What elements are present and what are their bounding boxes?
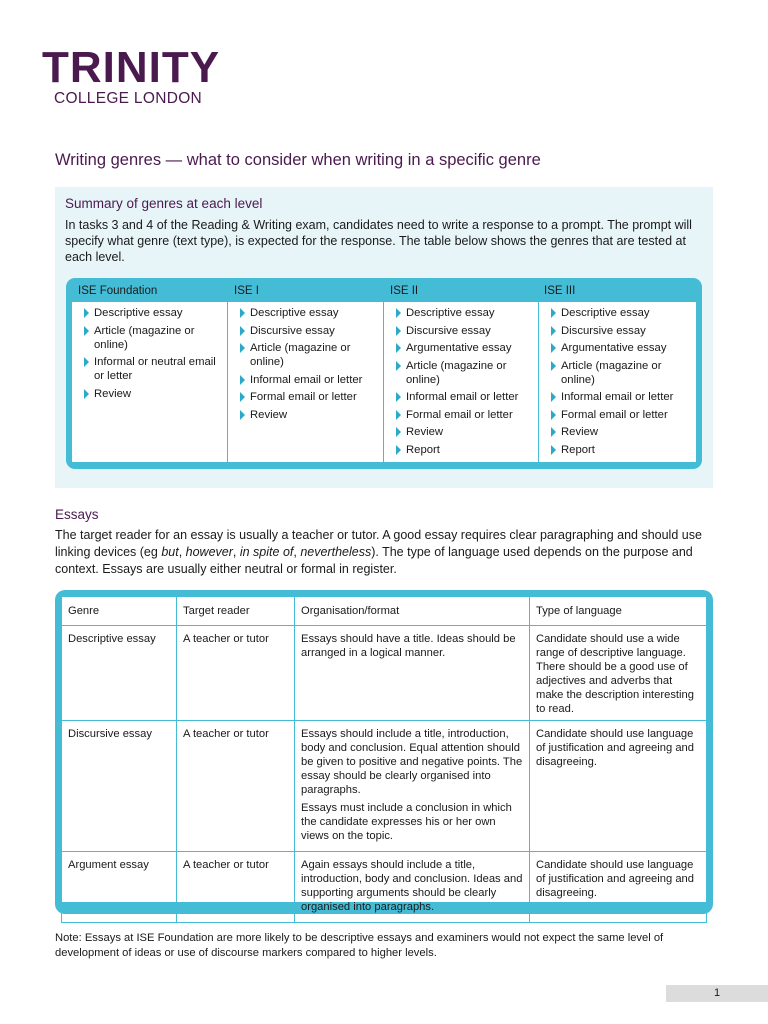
triangle-bullet-icon — [84, 308, 89, 318]
essay-table-header-row — [62, 597, 707, 626]
summary-heading: Summary of genres at each level — [65, 196, 263, 211]
essays-heading: Essays — [55, 507, 99, 522]
genre-cell: Argument essay — [62, 852, 177, 923]
genre-list-item — [551, 306, 692, 320]
triangle-bullet-icon — [551, 308, 556, 318]
genre-table-body — [72, 302, 696, 462]
intro-text: ). The type of language used depends on the purpose and context. Essays are usually either neutral or formal in register. — [55, 545, 693, 576]
triangle-bullet-icon — [551, 445, 556, 455]
genre-list-item — [551, 341, 692, 355]
triangle-bullet-icon — [396, 392, 401, 402]
genre-column-foundation — [72, 302, 228, 462]
genre-table-header — [66, 278, 702, 302]
genre-list-item — [84, 387, 223, 401]
organisation-cell — [295, 626, 530, 721]
header-target-reader: Target reader — [177, 597, 295, 626]
genre-list-item — [551, 443, 692, 457]
genre-label: Review — [406, 426, 444, 438]
triangle-bullet-icon — [396, 361, 401, 371]
genre-list-item — [240, 341, 379, 369]
genre-label: Descriptive essay — [561, 307, 650, 319]
logo-subtitle: COLLEGE LONDON — [54, 90, 203, 107]
genre-label: Article (magazine or online) — [406, 359, 507, 386]
genre-list-item — [551, 324, 692, 338]
target-reader-cell: A teacher or tutor — [177, 626, 295, 721]
header-organisation: Organisation/format — [295, 597, 530, 626]
genre-list-item — [396, 408, 534, 422]
intro-text: , — [293, 545, 301, 559]
triangle-bullet-icon — [396, 445, 401, 455]
essay-table — [55, 590, 713, 914]
genre-label: Formal email or letter — [561, 408, 668, 421]
genre-label: Review — [250, 408, 288, 421]
genre-cell: Descriptive essay — [62, 626, 177, 721]
language-cell: Candidate should use language of justification and agreeing and disagreeing. — [530, 852, 707, 923]
level-header-ise2: ISE II — [390, 285, 419, 297]
genre-label: Report — [561, 443, 595, 456]
table-row — [62, 626, 707, 721]
intro-text: , — [178, 545, 186, 559]
genre-label: Descriptive essay — [250, 307, 339, 319]
header-genre: Genre — [62, 597, 177, 626]
genre-label: Discursive essay — [406, 324, 491, 337]
genre-column-ise2 — [384, 302, 539, 462]
triangle-bullet-icon — [240, 410, 245, 420]
triangle-bullet-icon — [551, 392, 556, 402]
level-header-ise1: ISE I — [234, 285, 259, 297]
target-reader-cell: A teacher or tutor — [177, 852, 295, 923]
organisation-cell — [295, 852, 530, 923]
summary-intro: In tasks 3 and 4 of the Reading & Writing exam, candidates need to write a response to a prompt. The prompt will specify what genre (text type), is expected for the response. The table below shows the genres that are tested at each level. — [65, 218, 692, 264]
triangle-bullet-icon — [396, 427, 401, 437]
footnote: Note: Essays at ISE Foundation are more likely to be descriptive essays and examiners would not expect the same level of development of ideas or use of discourse markers compared to higher levels. — [55, 932, 664, 959]
genre-label: Review — [561, 426, 599, 438]
page-title: Writing genres — what to consider when writing in a specific genre — [55, 151, 541, 169]
genre-list-item — [396, 341, 534, 355]
triangle-bullet-icon — [84, 326, 89, 336]
genre-list-item — [240, 373, 379, 387]
triangle-bullet-icon — [240, 343, 245, 353]
genre-label: Discursive essay — [561, 324, 646, 337]
table-row — [62, 852, 707, 923]
triangle-bullet-icon — [240, 308, 245, 318]
organisation-paragraph: Essays should have a title. Ideas should be arranged in a logical manner. — [301, 633, 516, 659]
triangle-bullet-icon — [84, 357, 89, 367]
genre-label: Descriptive essay — [406, 307, 495, 319]
genre-list-item — [396, 306, 534, 320]
genre-label: Argumentative essay — [561, 342, 667, 354]
genre-label: Discursive essay — [250, 324, 335, 337]
triangle-bullet-icon — [84, 389, 89, 399]
genre-label: Informal or neutral email or letter — [94, 356, 216, 382]
genre-list-item — [396, 359, 534, 387]
genre-label: Review — [94, 387, 132, 400]
level-header-foundation: ISE Foundation — [78, 285, 158, 297]
intro-example: in spite of — [239, 545, 294, 559]
genre-label: Informal email or letter — [250, 373, 363, 386]
genre-label: Informal email or letter — [561, 391, 674, 403]
genre-list-item — [84, 324, 223, 352]
triangle-bullet-icon — [396, 410, 401, 420]
table-row — [62, 721, 707, 852]
genre-label: Article (magazine or online) — [561, 359, 662, 386]
genre-list-item — [240, 324, 379, 338]
logo-wordmark: TRINITY — [42, 43, 221, 92]
genre-list-item — [396, 443, 534, 457]
header-type-of-language: Type of language — [530, 597, 707, 626]
intro-example: however — [185, 545, 233, 559]
genre-list-item — [240, 408, 379, 422]
target-reader-cell: A teacher or tutor — [177, 721, 295, 852]
organisation-paragraph: Essays must include a conclusion in which the candidate expresses his or her own views on the topic. — [301, 802, 512, 842]
triangle-bullet-icon — [551, 410, 556, 420]
genre-list-item — [551, 359, 692, 387]
page-number: 1 — [666, 985, 768, 1002]
triangle-bullet-icon — [396, 308, 401, 318]
intro-text: , — [232, 545, 240, 559]
essays-intro — [55, 527, 715, 578]
genre-list-item — [396, 425, 534, 439]
genre-label: Report — [406, 443, 440, 456]
language-cell: Candidate should use language of justification and agreeing and disagreeing. — [530, 721, 707, 852]
trinity-logo — [42, 43, 221, 108]
genre-list-item — [240, 390, 379, 404]
genre-label: Article (magazine or online) — [250, 342, 351, 368]
triangle-bullet-icon — [396, 343, 401, 353]
triangle-bullet-icon — [240, 375, 245, 385]
summary-box — [55, 187, 713, 488]
genre-list-item — [396, 324, 534, 338]
genre-label: Article (magazine or online) — [94, 324, 195, 351]
genre-label: Formal email or letter — [406, 408, 513, 421]
genre-label: Argumentative essay — [406, 342, 512, 354]
genre-label: Descriptive essay — [94, 307, 183, 319]
genre-level-table — [66, 278, 702, 469]
genre-label: Informal email or letter — [406, 391, 519, 403]
genre-list-item — [551, 425, 692, 439]
triangle-bullet-icon — [396, 326, 401, 336]
triangle-bullet-icon — [551, 427, 556, 437]
genre-column-ise3 — [539, 302, 696, 462]
triangle-bullet-icon — [240, 392, 245, 402]
genre-list-item — [240, 306, 379, 320]
organisation-paragraph: Again essays should include a title, introduction, body and conclusion. Ideas and supporting arguments should be clearly organised into paragraphs. — [301, 859, 523, 913]
organisation-cell — [295, 721, 530, 852]
genre-list-item — [396, 390, 534, 404]
language-cell: Candidate should use a wide range of descriptive language. There should be a good use of adjectives and adverbs that make the description interesting to read. — [530, 626, 707, 721]
genre-cell: Discursive essay — [62, 721, 177, 852]
intro-example: nevertheless — [300, 545, 372, 559]
triangle-bullet-icon — [551, 343, 556, 353]
genre-label: Formal email or letter — [250, 391, 357, 403]
genre-column-ise1 — [228, 302, 384, 462]
level-header-ise3: ISE III — [544, 285, 576, 297]
intro-example: but — [161, 545, 179, 559]
triangle-bullet-icon — [240, 326, 245, 336]
intro-text: The target reader for an essay is usually a teacher or tutor. A good essay requires clear paragraphing and should use linking devices (eg — [55, 528, 702, 559]
genre-list-item — [84, 306, 223, 320]
triangle-bullet-icon — [551, 326, 556, 336]
organisation-paragraph: Essays should include a title, introduction, body and conclusion. Equal attention should be given to positive and negative points. The essay should be clearly organised into paragraphs. — [301, 728, 523, 796]
triangle-bullet-icon — [551, 361, 556, 371]
genre-list-item — [84, 355, 223, 383]
genre-list-item — [551, 390, 692, 404]
genre-list-item — [551, 408, 692, 422]
essay-table-inner — [61, 596, 707, 913]
essay-genre-table — [61, 596, 707, 923]
